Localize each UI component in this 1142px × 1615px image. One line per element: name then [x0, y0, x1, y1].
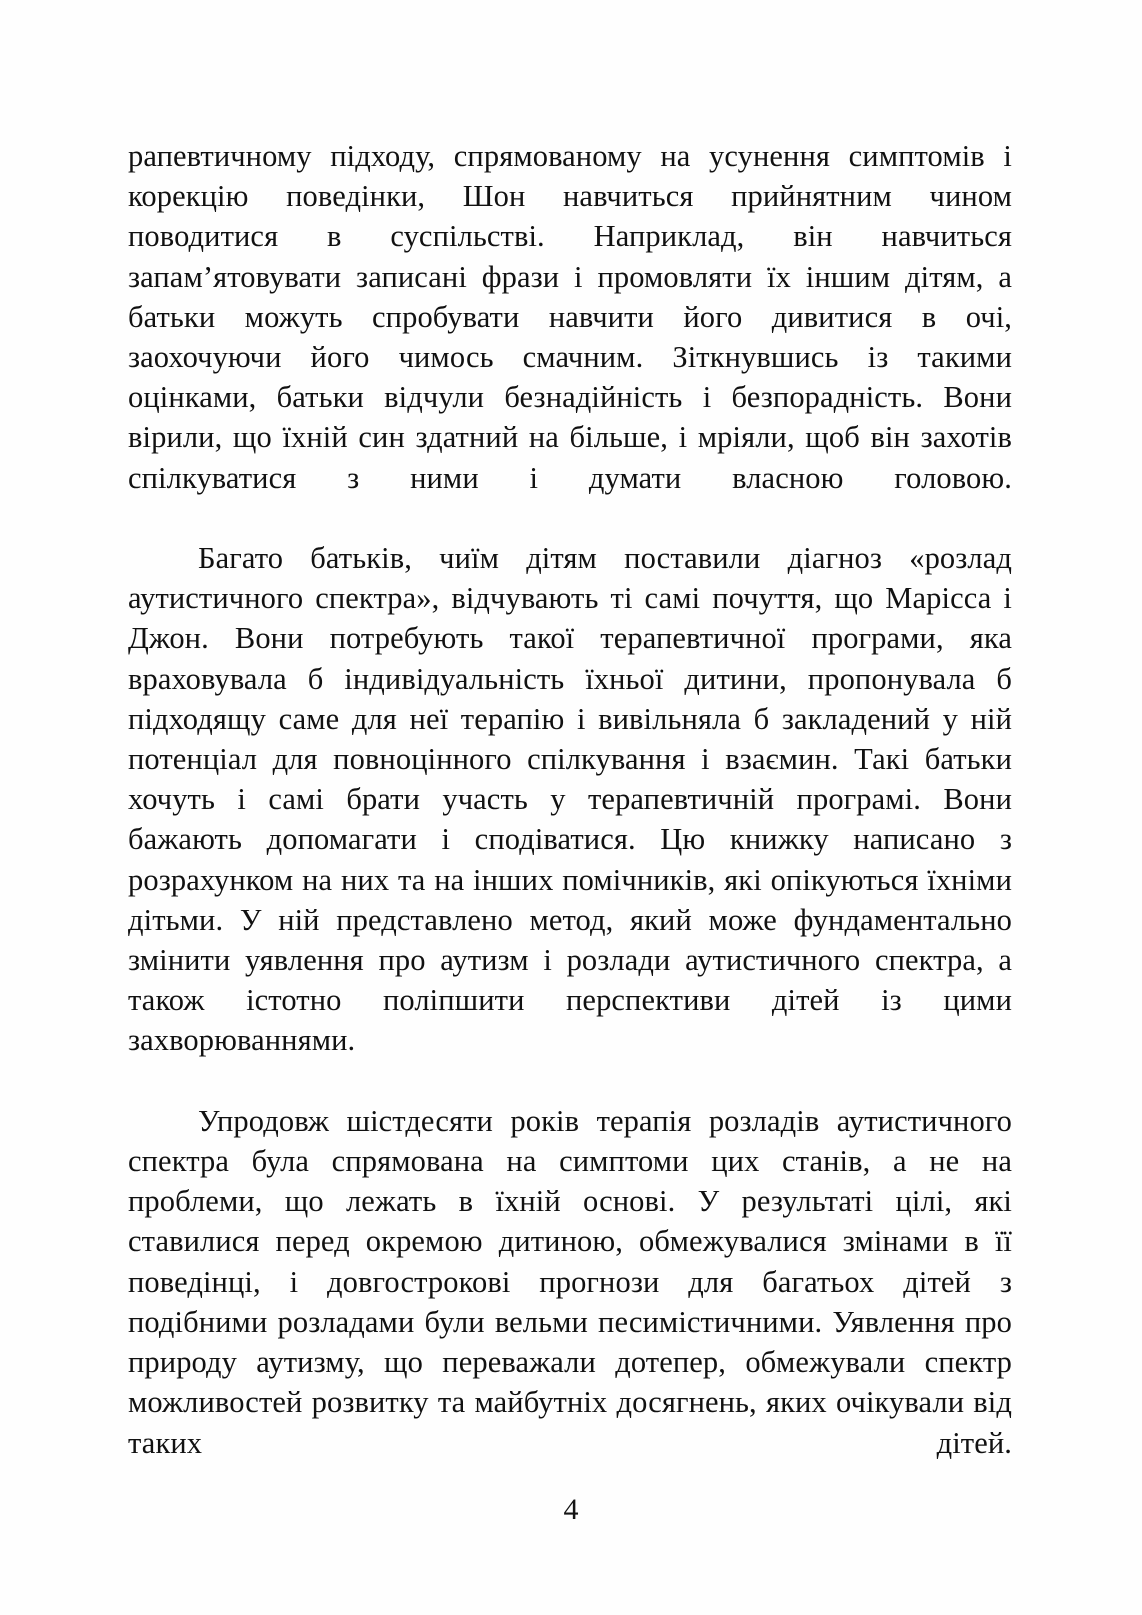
paragraph-many-parents: Багато батьків, чиїм дітям поставили діагноз «розлад аутистичного спектра», відчувають ті самі почуття, що Марісса і Джон. Вони потребують такої терапевтичної програми, яка враховувала б індивідуальність їхньої дитини, пропонувала б підходящу саме для неї терапію і вивільняла б закладений у ній потенціал для повноцінного спілкування і взаємин. Такі батьки хочуть і самі брати участь у терапевтичній програмі. Вони бажають допомагати і сподіватися. Цю книжку написано з розрахунком на них та на інших помічників, які опікуються їхніми дітьми. У ній представлено метод, який може фундаментально змінити уявлення про аутизм і розлади аутистичного спектра, а також істотно поліпшити перспективи дітей із цими захворюваннями.: [128, 541, 1012, 1058]
paragraph-continued: рапевтичному підходу, спрямованому на усунення симптомів і корекцію поведінки, Шон навчиться прийнятним чином поводитися в суспільстві. Наприклад, він навчиться запам’ятовувати записані фрази і промовляти їх іншим дітям, а батьки можуть спробувати навчити його дивитися в очі, заохочуючи його чимось смачним. Зіткнувшись із такими оцінками, батьки відчули безнадійність і безпорадність. Вони вірили, що їхній син здатний на більше, і мріяли, щоб він захотів спілкуватися з ними і думати власною головою.: [128, 139, 1012, 495]
page-number: 4: [563, 1493, 579, 1526]
page-text-block: [128, 136, 1012, 1503]
paragraph-sixty-years: Упродовж шістдесяти років терапія розладів аутистичного спектра була спрямована на симптоми цих станів, а не на проблеми, що лежать в їхній основі. У результаті цілі, які ставилися перед окремою дитиною, обмежувалися змінами в її поведінці, і довгострокові прогнози для багатьох дітей з подібними розладами були вельми песимістичними. Уявлення про природу аутизму, що переважали дотепер, обмежували спектр можливостей розвитку та майбутніх досягнень, яких очікували від таких дітей.: [128, 1103, 1012, 1460]
